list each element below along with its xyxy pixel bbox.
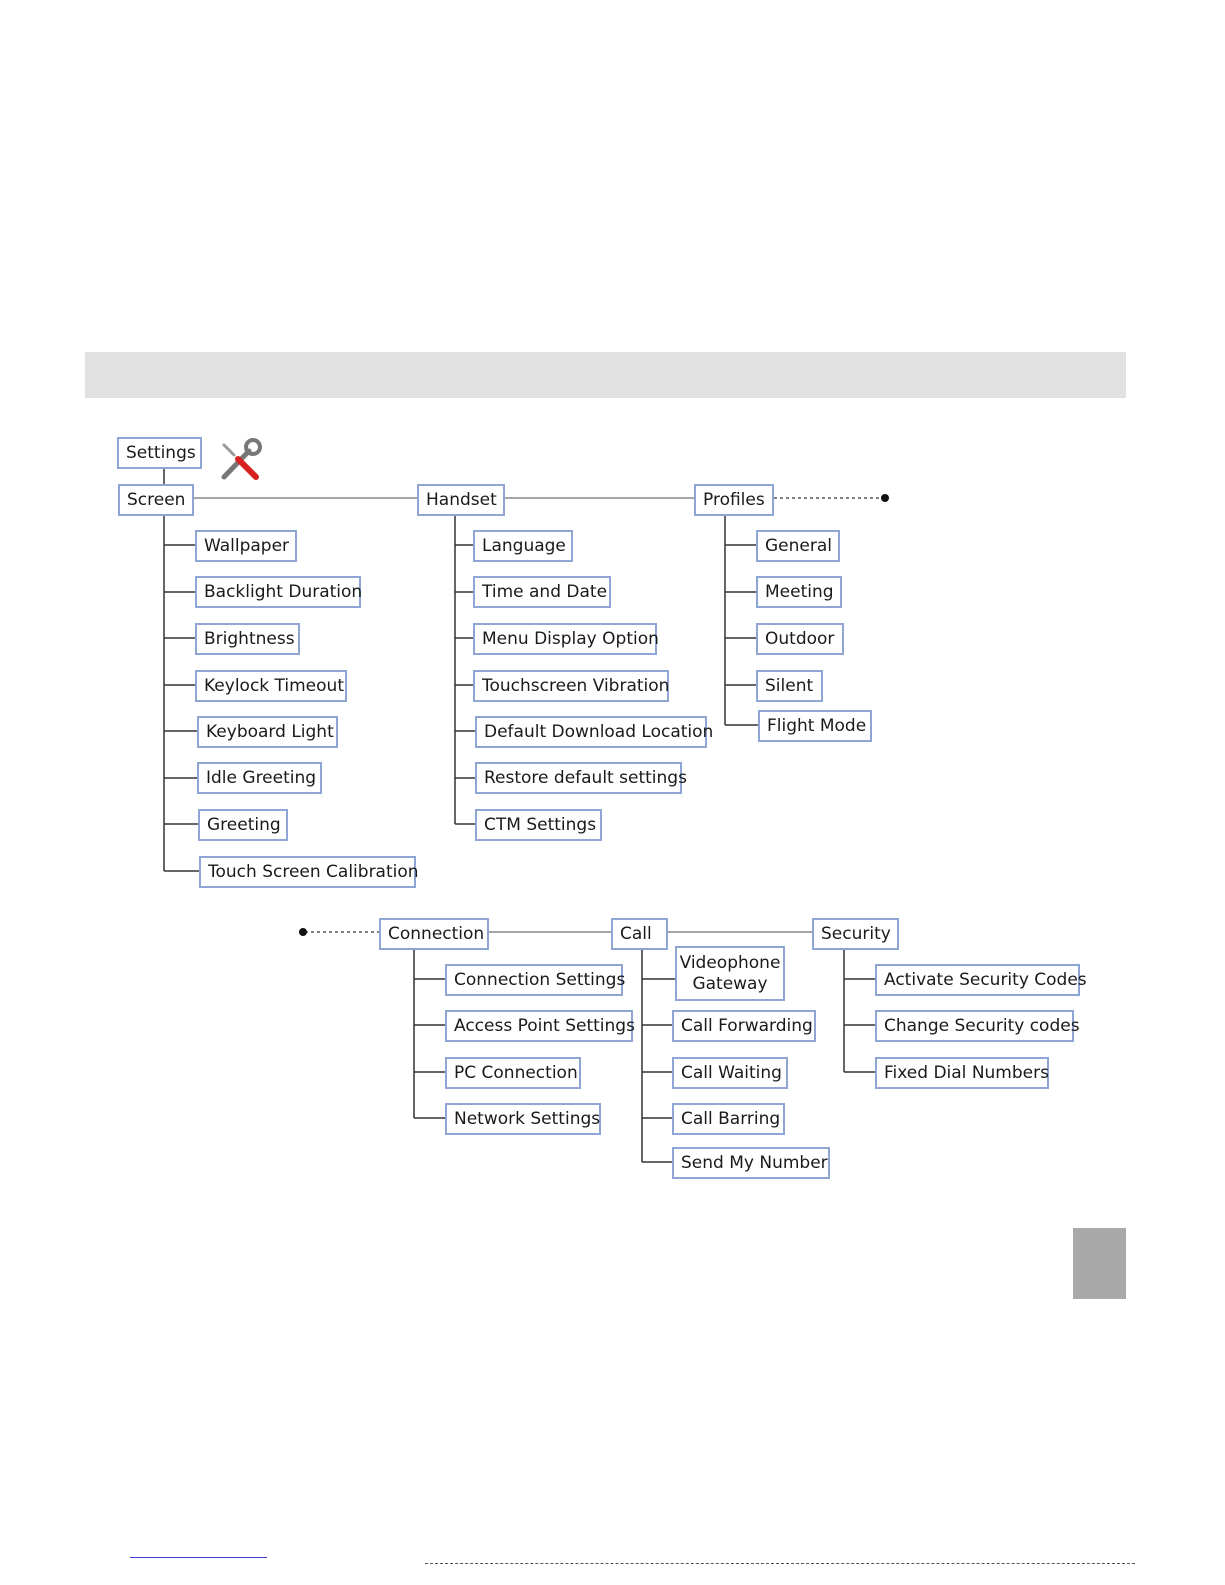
node-call (611, 918, 668, 950)
screen-item-keyboard-light (197, 716, 338, 748)
continuation-dot-left (299, 928, 307, 936)
item-label: Silent (765, 676, 814, 696)
call-item-call-waiting (672, 1057, 788, 1089)
item-label-line2: Gateway (692, 973, 768, 994)
node-call-label: Call (620, 924, 652, 944)
item-label: Keyboard Light (206, 722, 334, 742)
screen-item-touch-screen-calibration (199, 856, 419, 888)
item-label: Touch Screen Calibration (208, 862, 419, 882)
item-label: Wallpaper (204, 536, 290, 556)
item-label: Keylock Timeout (204, 676, 344, 696)
item-label: Connection Settings (454, 970, 626, 990)
item-label: Menu Display Option (482, 629, 659, 649)
item-label: Change Security codes (884, 1016, 1080, 1036)
item-label: Outdoor (765, 629, 835, 649)
item-label: Call Barring (681, 1109, 781, 1129)
item-label: General (765, 536, 832, 556)
item-label: Time and Date (482, 582, 608, 602)
continuation-dot-right (881, 494, 889, 502)
screen-item-greeting (198, 809, 288, 841)
handset-item-language (473, 530, 573, 562)
handset-item-ctm-settings (475, 809, 602, 841)
node-profiles (694, 484, 774, 516)
item-label: Idle Greeting (206, 768, 317, 788)
item-label: Fixed Dial Numbers (884, 1063, 1049, 1083)
connection-item-pc-connection (445, 1057, 581, 1089)
item-label: Send My Number (681, 1153, 828, 1173)
item-label: Default Download Location (484, 722, 714, 742)
item-label: Access Point Settings (454, 1016, 635, 1036)
item-label: Call Waiting (681, 1063, 782, 1083)
handset-item-restore-default-settings (475, 762, 687, 794)
handset-item-default-download-location (475, 716, 714, 748)
node-settings (117, 437, 202, 469)
node-security-label: Security (821, 924, 891, 944)
tools-icon (216, 437, 266, 485)
screen-item-brightness (195, 623, 300, 655)
call-item-call-forwarding (672, 1010, 816, 1042)
item-label: Brightness (204, 629, 295, 649)
node-screen (118, 484, 194, 516)
node-screen-label: Screen (127, 490, 186, 510)
item-label: PC Connection (454, 1063, 578, 1083)
item-label: Language (482, 536, 566, 556)
security-item-activate-security-codes (875, 964, 1087, 996)
security-item-fixed-dial-numbers (875, 1057, 1049, 1089)
connection-item-network-settings (445, 1103, 601, 1135)
profiles-item-meeting (756, 576, 842, 608)
item-label: Restore default settings (484, 768, 687, 788)
profiles-item-general (756, 530, 840, 562)
node-handset (417, 484, 505, 516)
handset-item-menu-display-option (473, 623, 657, 655)
handset-item-touchscreen-vibration (473, 670, 669, 702)
item-label-line1: Videophone (679, 952, 781, 973)
item-label: Network Settings (454, 1109, 601, 1129)
item-label: Touchscreen Vibration (482, 676, 670, 696)
profiles-item-flight-mode (758, 710, 872, 742)
call-item-videophone-gateway (675, 946, 785, 1001)
node-connection (379, 918, 489, 950)
item-label: Flight Mode (767, 716, 867, 736)
screen-item-keylock-timeout (195, 670, 347, 702)
screen-item-backlight-duration (195, 576, 361, 608)
profiles-item-outdoor (756, 623, 844, 655)
security-item-change-security-codes (875, 1010, 1080, 1042)
call-item-call-barring (672, 1103, 785, 1135)
screen-item-wallpaper (195, 530, 297, 562)
node-connection-label: Connection (388, 924, 485, 944)
item-label: Activate Security Codes (884, 970, 1087, 990)
item-label: Call Forwarding (681, 1016, 813, 1036)
call-item-send-my-number (672, 1147, 830, 1179)
profiles-item-silent (756, 670, 823, 702)
node-security (812, 918, 899, 950)
connection-item-access-point-settings (445, 1010, 633, 1042)
screen-item-idle-greeting (197, 762, 322, 794)
item-label: Greeting (207, 815, 281, 835)
node-settings-label: Settings (126, 443, 196, 463)
node-profiles-label: Profiles (703, 490, 765, 510)
item-label: CTM Settings (484, 815, 597, 835)
item-label: Backlight Duration (204, 582, 363, 602)
handset-item-time-and-date (473, 576, 611, 608)
node-handset-label: Handset (426, 490, 497, 510)
item-label: Meeting (765, 582, 834, 602)
connection-item-connection-settings (445, 964, 626, 996)
